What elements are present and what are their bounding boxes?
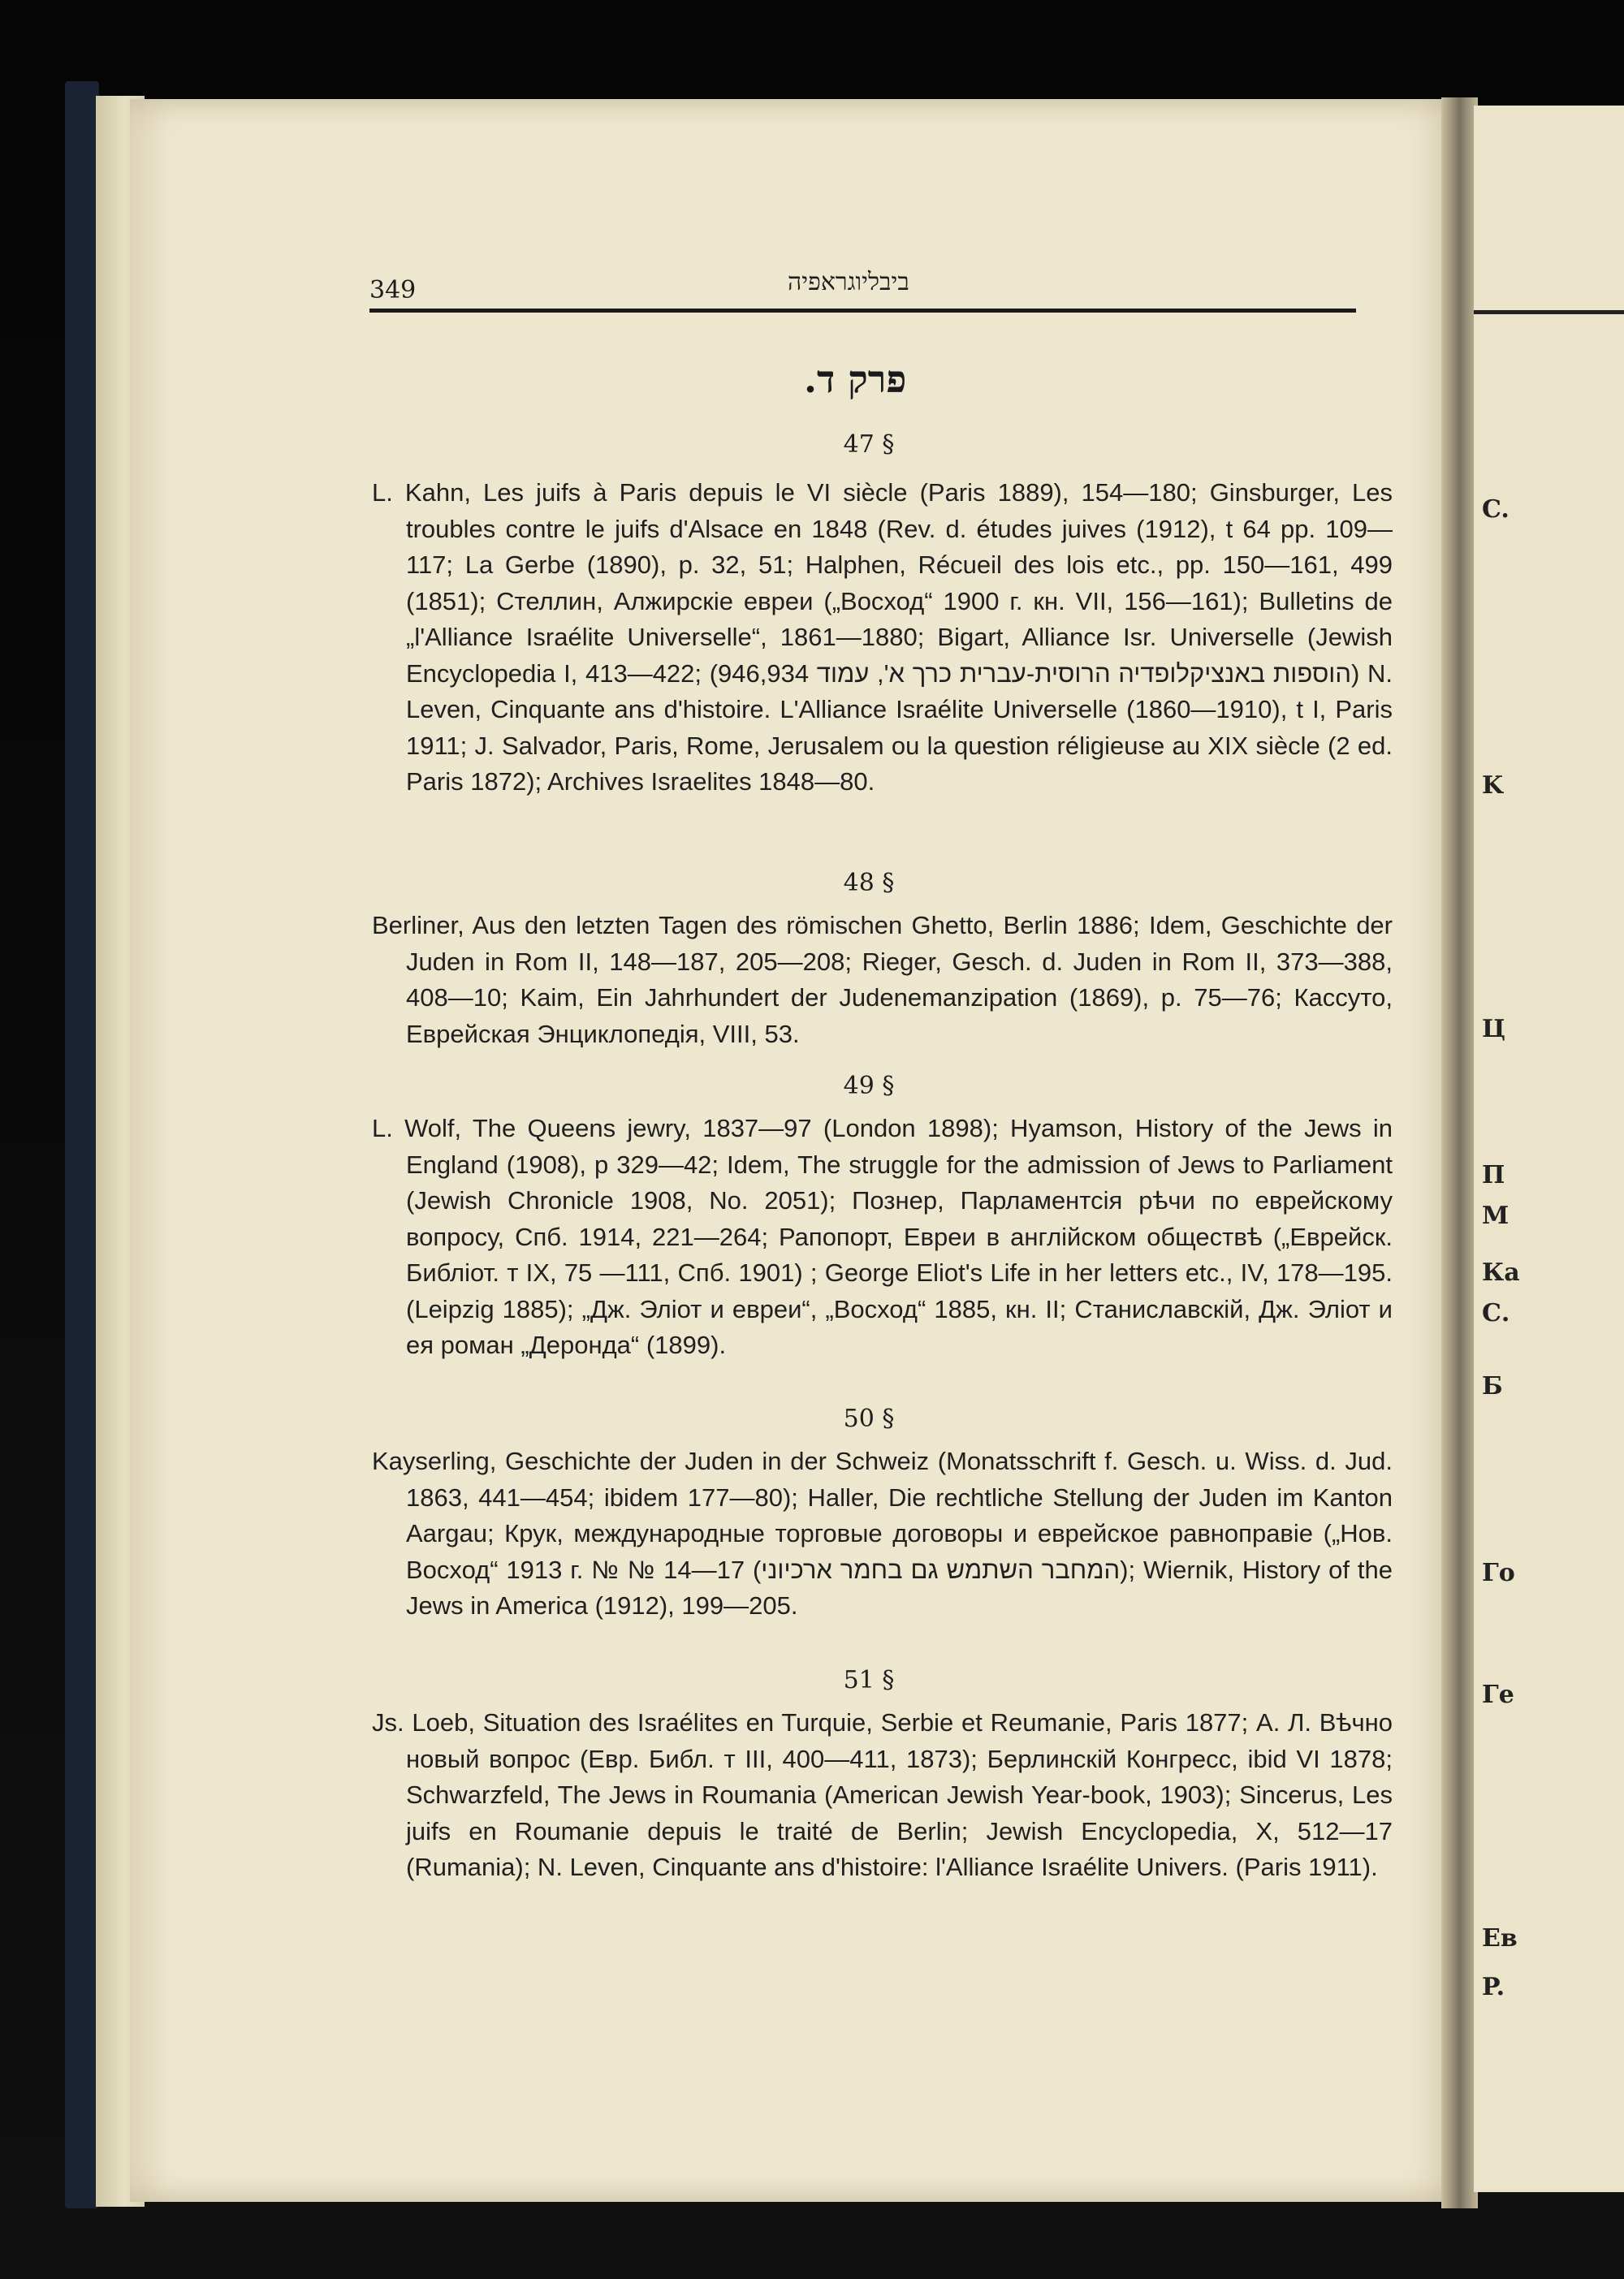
bibliography-entry: Kayserling, Geschichte der Juden in der Schweiz (Monatsschrift f. Gesch. u. Wiss. d. Jud. 1863, 441—454; ibidem 177—80); Haller, Die rechtliche Stellung der Juden im Kanton Aargau; Крук, международные торговые договоры и еврейское равноправіе („Нов. Восход“ 1913 г. № № 14—17 (המחבר השתמש גם בחמר ארכיוני); Wiernik, History of the Jews in America (1912), 199—205. <box>372 1447 1393 1620</box>
facing-page-fragment: П <box>1482 1161 1505 1189</box>
section-label: 48 § <box>843 869 895 897</box>
bibliography-entry: L. Wolf, The Queens jewry, 1837—97 (London 1898); Hyamson, History of the Jews in England (1908), p 329—42; Idem, The struggle for the admission of Jews to Parliament (Jewish Chronicle 1908, No. 2051); Познер, Парламентсія рѣчи по еврейскому вопросу, Спб. 1914, 221—264; Рапопорт, Евреи в англійском обществѣ („Еврейск. Библіот. т IX, 75 —111, Спб. 1901) ; George Eliot's Life in her letters etc., IV, 178—195. (Leipzig 1885); „Дж. Эліот и евреи“, „Восход“ 1885, кн. II; Станиславскій, Дж. Эліот и ея роман „Деронда“ (1899). <box>372 1114 1393 1359</box>
facing-page-fragment: Ге <box>1482 1681 1514 1709</box>
bibliography-entry: Berliner, Aus den letzten Tagen des römischen Ghetto, Berlin 1886; Idem, Geschichte der Juden in Rom II, 148—187, 205—208; Rieger, Gesch. d. Juden in Rom II, 373—388, 408—10; Kaim, Ein Jahrhundert der Judenemanzipation (1869), p. 75—76; Кассуто, Еврейская Энциклопедія, VIII, 53. <box>372 911 1393 1048</box>
facing-page <box>1474 106 1624 2192</box>
facing-page-fragment: Го <box>1482 1559 1515 1587</box>
facing-page-header-rule <box>1474 310 1624 314</box>
section-label: 47 § <box>843 430 895 459</box>
header-rule <box>369 309 1356 313</box>
facing-page-fragment: Ка <box>1482 1258 1520 1287</box>
section-label: 50 § <box>843 1405 895 1433</box>
running-title: ביבליוגראפיה <box>788 268 909 296</box>
facing-page-fragment: Ев <box>1482 1924 1518 1953</box>
facing-page-fragment: K <box>1482 771 1504 800</box>
chapter-title: פרק ד. <box>804 357 907 401</box>
facing-page-fragment: Б <box>1482 1372 1503 1401</box>
section-label: 51 § <box>843 1666 895 1694</box>
book-gutter <box>1441 97 1478 2208</box>
facing-page-fragment: М <box>1482 1202 1510 1230</box>
section-label: 49 § <box>843 1072 895 1100</box>
bibliography-entry: L. Kahn, Les juifs à Paris depuis le VI siècle (Paris 1889), 154—180; Ginsburger, Les troubles contre le juifs d'Alsace en 1848 (Rev. d. études juives (1912), t 64 pp. 109—117; La Gerbe (1890), p. 32, 51; Halphen, Récueil des lois etc., pp. 150—161, 499 (1851); Стеллин, Алжирскіе евреи („Восход“ 1900 г. кн. VII, 156—161); Bulletins de „l'Alliance Israélite Universelle“, 1861—1880; Bigart, Alliance Isr. Universelle (Jewish Encyclopedia I, 413—422; (הוספות באנציקלופדיה הרוסית-עברית כרך א', עמוד 946,934) N. Leven, Cinquante ans d'histoire. L'Alliance Israélite Universelle (1860—1910), t I, Paris 1911; J. Salvador, Paris, Rome, Jerusalem ou la question réligieuse au XIX siècle (2 ed. Paris 1872); Archives Israelites 1848—80. <box>372 478 1393 796</box>
facing-page-fragment: Ц <box>1482 1015 1505 1043</box>
facing-page-fragment: С. <box>1482 1299 1510 1327</box>
page-number: 349 <box>369 276 417 304</box>
book-cover-edge <box>65 81 99 2208</box>
facing-page-fragment: P. <box>1482 1973 1505 2001</box>
bibliography-entry: Js. Loeb, Situation des Israélites en Turquie, Serbie et Reumanie, Paris 1877; А. Л. Вѣчно новый вопрос (Евр. Библ. т III, 400—411, 1873); Берлинскій Конгресс, ibid VI 1878; Schwarzfeld, The Jews in Roumania (American Jewish Year-book, 1903); Sincerus, Les juifs en Roumanie depuis le traité de Berlin; Jewish Encyclopedia, X, 512—17 (Rumania); N. Leven, Cinquante ans d'histoire: l'Alliance Israélite Univers. (Paris 1911). <box>372 1708 1393 1881</box>
facing-page-fragment: C. <box>1482 495 1510 524</box>
